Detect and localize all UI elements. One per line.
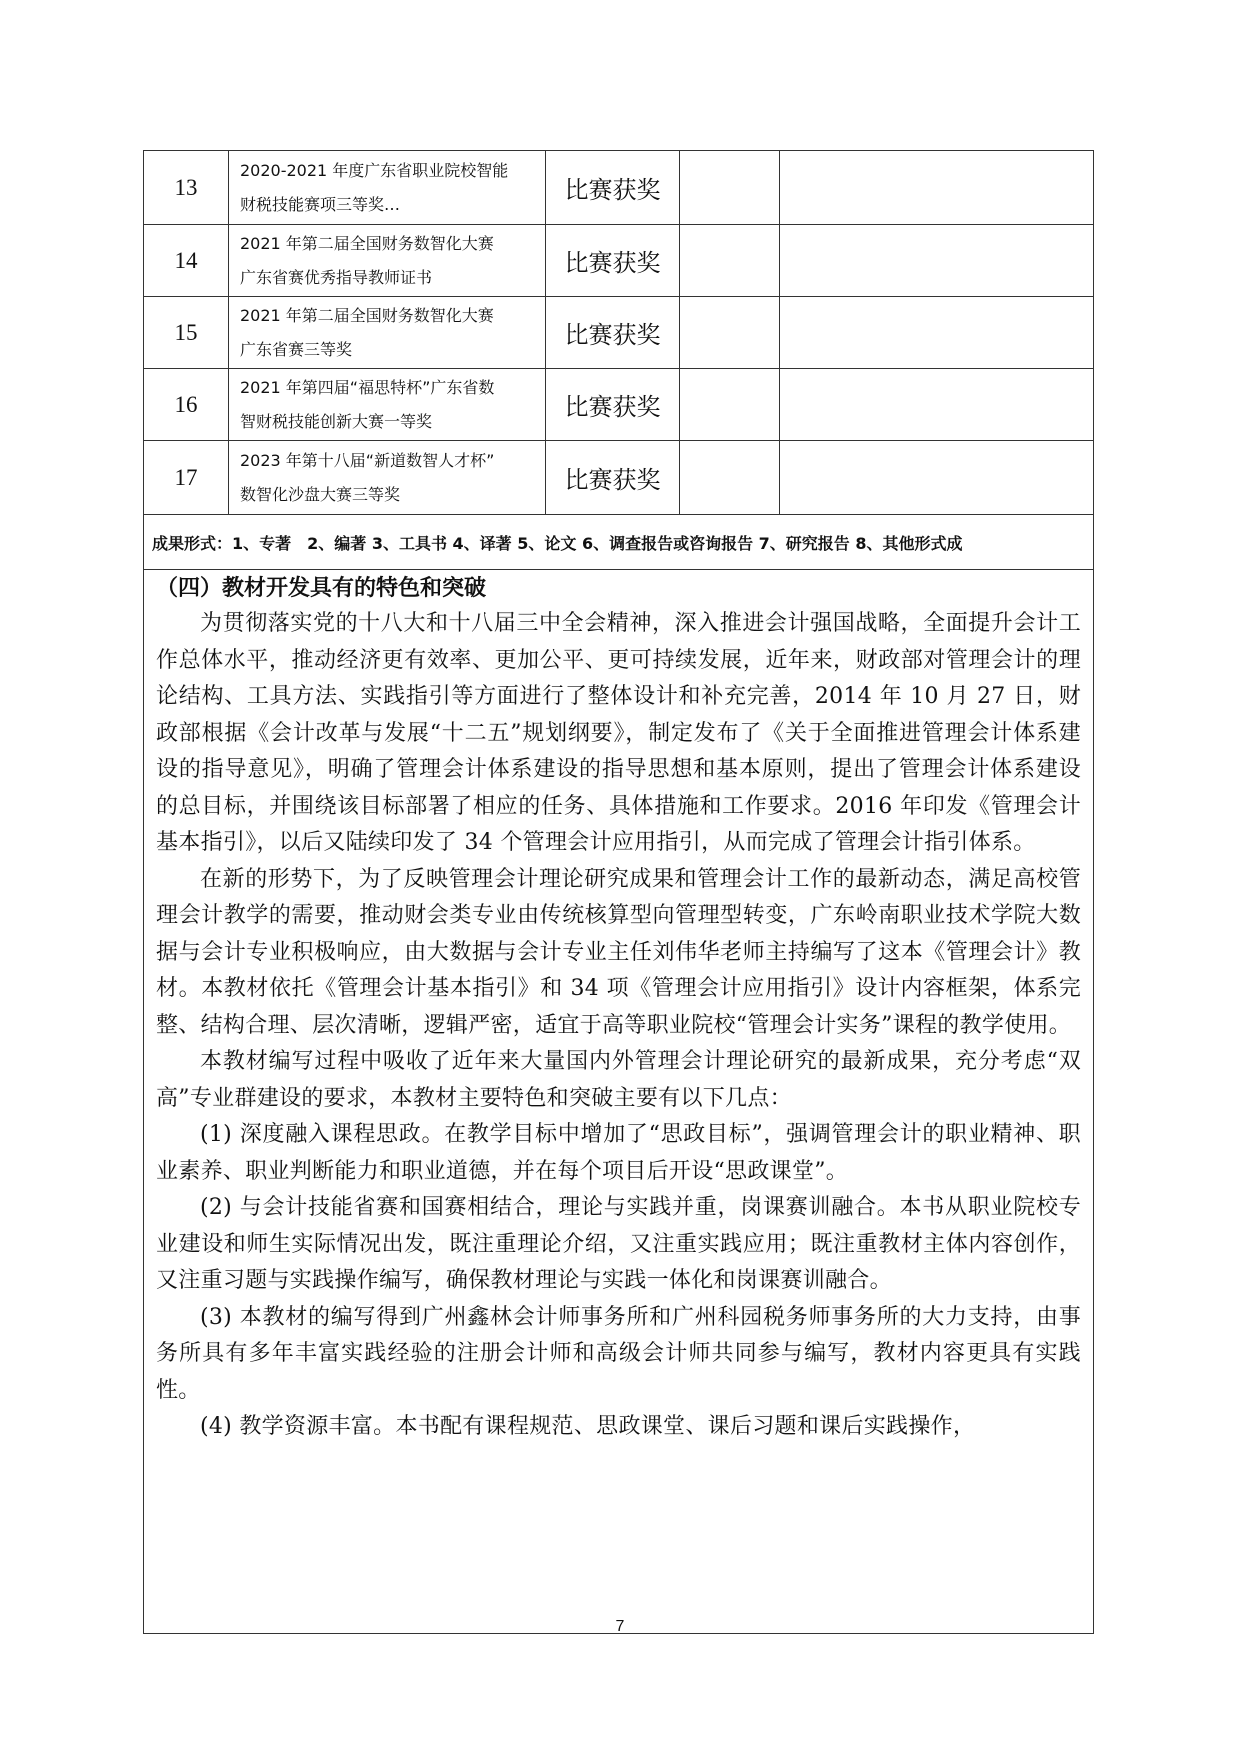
empty-cell bbox=[780, 369, 1094, 441]
award-name-line: 2023 年第十八届“新道数智人才杯” bbox=[240, 450, 495, 470]
empty-cell bbox=[780, 297, 1094, 369]
paragraph: (4) 教学资源丰富。本书配有课程规范、思政课堂、课后习题和课后实践操作， bbox=[200, 1414, 976, 1439]
empty-cell bbox=[680, 297, 780, 369]
award-name-line: 财税技能赛项三等奖… bbox=[240, 194, 401, 214]
paragraph: (2) 与会计技能省赛和国赛相结合，理论与实践并重，岗课赛训融合。本书从职业院校专业建设和师生实际情况出发，既注重理论介绍，又注重实践应用；既注重教材主体内容创作，又注重习题与实践操作编写，确保教材理论与实践一体化和岗课赛训融合。 bbox=[156, 1195, 1081, 1293]
award-name bbox=[229, 297, 546, 369]
empty-cell bbox=[680, 369, 780, 441]
award-name-line: 2021 年第四届“福思特杯”广东省数 bbox=[240, 377, 495, 397]
award-name-line: 2021 年第二届全国财务数智化大赛 bbox=[240, 233, 494, 253]
section-title: （四）教材开发具有的特色和突破 bbox=[156, 576, 487, 601]
award-name-line: 数智化沙盘大赛三等奖 bbox=[240, 484, 401, 504]
empty-cell bbox=[780, 151, 1094, 225]
award-name-line: 广东省赛三等奖 bbox=[240, 339, 353, 359]
result-forms-note: 成果形式：1、专著 2、编著 3、工具书 4、译著 5、论文 6、调查报告或咨询报告 7、研究报告 8、其他形式成 bbox=[144, 515, 1094, 570]
result-forms-row bbox=[144, 515, 1094, 570]
empty-cell bbox=[780, 441, 1094, 515]
paragraph: 在新的形势下，为了反映管理会计理论研究成果和管理会计工作的最新动态，满足高校管理会计教学的需要，推动财会类专业由传统核算型向管理型转变，广东岭南职业技术学院大数据与会计专业积极响应，由大数据与会计专业主任刘伟华老师主持编写了这本《管理会计》教材。本教材依托《管理会计基本指引》和 34 项《管理会计应用指引》设计内容框架，体系完整、结构合理、层次清晰，逻辑严密，适宜于高等职业院校“管理会计实务”课程的教学使用。 bbox=[156, 866, 1081, 1038]
section-row bbox=[144, 570, 1094, 1634]
award-name bbox=[229, 225, 546, 297]
award-name-line: 2021 年第二届全国财务数智化大赛 bbox=[240, 305, 494, 325]
row-number: 13 bbox=[144, 151, 229, 225]
paragraph: 为贯彻落实党的十八大和十八届三中全会精神，深入推进会计强国战略，全面提升会计工作总体水平，推动经济更有效率、更加公平、更可持续发展，近年来，财政部对管理会计的理论结构、工具方法、实践指引等方面进行了整体设计和补充完善，2014 年 10 月 27 日，财政部根据《会计改革与发展“十二五”规划纲要》，制定发布了《关于全面推进管理会计体系建设的指导意见》，明确了管理会计体系建设的指导思想和基本原则，提出了管理会计体系建设的总目标，并围绕该目标部署了相应的任务、具体措施和工作要求。2016 年印发《管理会计基本指引》，以后又陆续印发了 34 个管理会计应用指引，从而完成了管理会计指引体系。 bbox=[156, 611, 1081, 855]
award-name-line: 广东省赛优秀指导教师证书 bbox=[240, 267, 433, 287]
award-type: 比赛获奖 bbox=[546, 441, 680, 515]
row-number: 16 bbox=[144, 369, 229, 441]
row-number: 17 bbox=[144, 441, 229, 515]
award-name-line: 智财税技能创新大赛一等奖 bbox=[240, 411, 433, 431]
paragraph: 本教材编写过程中吸收了近年来大量国内外管理会计理论研究的最新成果，充分考虑“双高”专业群建设的要求，本教材主要特色和突破主要有以下几点： bbox=[156, 1049, 1081, 1111]
award-name bbox=[229, 441, 546, 515]
empty-cell bbox=[780, 225, 1094, 297]
award-type: 比赛获奖 bbox=[546, 151, 680, 225]
awards-table-body bbox=[144, 151, 1094, 1634]
award-type: 比赛获奖 bbox=[546, 297, 680, 369]
empty-cell bbox=[680, 151, 780, 225]
table-row bbox=[144, 297, 1094, 369]
section-body bbox=[144, 570, 1094, 1634]
table-row bbox=[144, 369, 1094, 441]
award-name bbox=[229, 151, 546, 225]
page-number: 7 bbox=[615, 1618, 625, 1635]
award-type: 比赛获奖 bbox=[546, 369, 680, 441]
paragraph: (1) 深度融入课程思政。在教学目标中增加了“思政目标”，强调管理会计的职业精神、职业素养、职业判断能力和职业道德，并在每个项目后开设“思政课堂”。 bbox=[156, 1122, 1081, 1184]
table-row bbox=[144, 225, 1094, 297]
table-row bbox=[144, 441, 1094, 515]
table-row bbox=[144, 151, 1094, 225]
row-number: 14 bbox=[144, 225, 229, 297]
award-name bbox=[229, 369, 546, 441]
award-name-line: 2020-2021 年度广东省职业院校智能 bbox=[240, 160, 509, 180]
empty-cell bbox=[680, 441, 780, 515]
award-type: 比赛获奖 bbox=[546, 225, 680, 297]
row-number: 15 bbox=[144, 297, 229, 369]
awards-table bbox=[143, 150, 1094, 1634]
paragraph: (3) 本教材的编写得到广州鑫林会计师事务所和广州科园税务师事务所的大力支持，由事务所具有多年丰富实践经验的注册会计师和高级会计师共同参与编写，教材内容更具有实践性。 bbox=[156, 1304, 1081, 1403]
empty-cell bbox=[680, 225, 780, 297]
